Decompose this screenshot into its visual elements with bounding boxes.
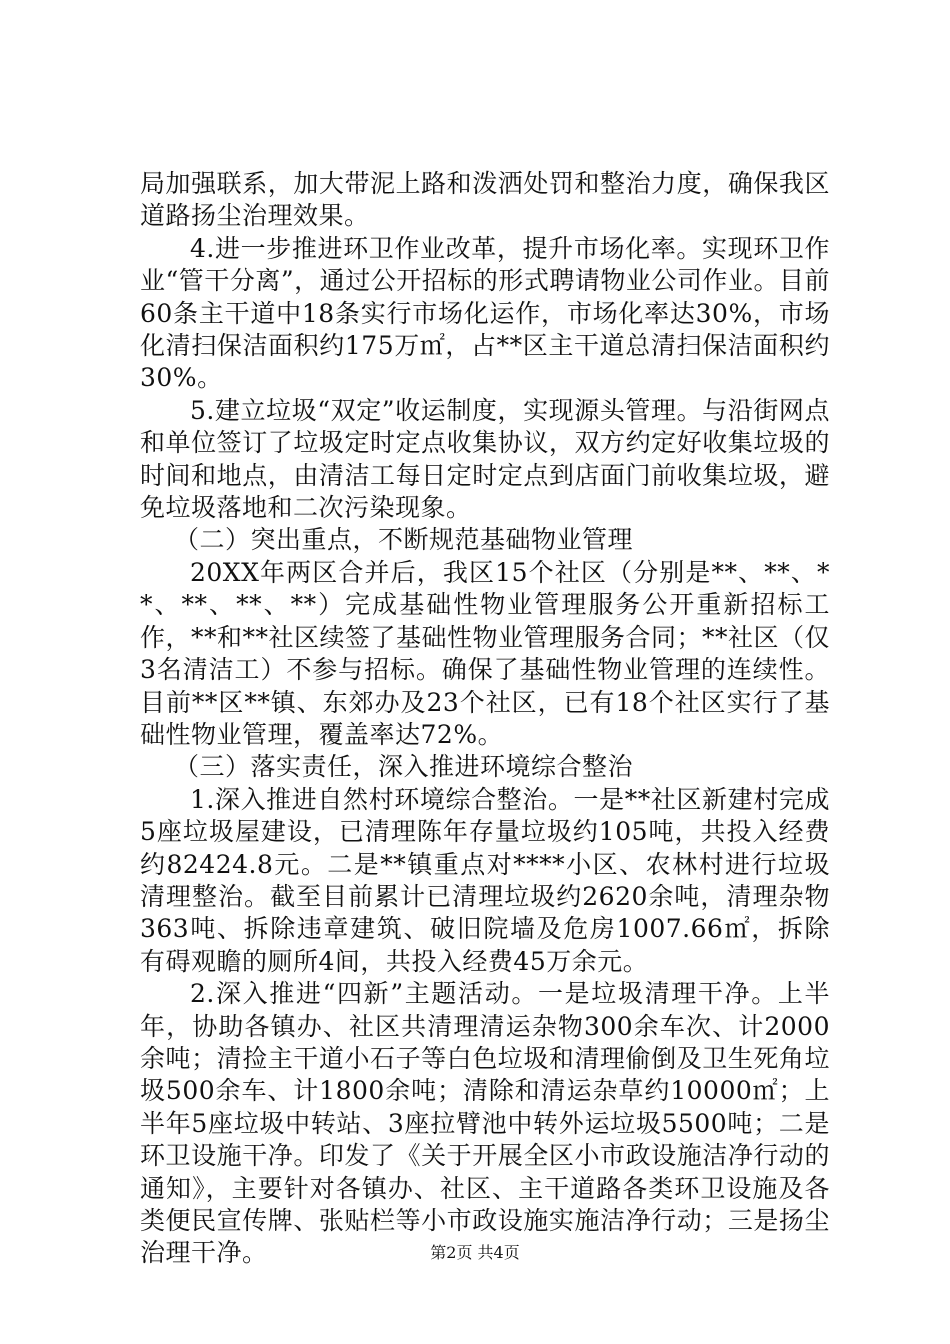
document-body [140,168,830,1270]
paragraph-continuation: 局加强联系，加大带泥上路和泼洒处罚和整治力度，确保我区道路扬尘治理效果。 [140,169,830,231]
section-heading-2: （二）突出重点，不断规范基础物业管理 [174,525,634,555]
paragraph-item-2: 2.深入推进“四新”主题活动。一是垃圾清理干净。上半年，协助各镇办、社区共清理清运杂物300余车次、计2000余吨；清捡主干道小石子等白色垃圾和清理偷倒及卫生死角垃圾500余车、计1800余吨；清除和清运杂草约10000㎡；上半年5座垃圾中转站、3座拉臂池中转外运垃圾5500吨；二是环卫设施干净。印发了《关于开展全区小市政设施洁净行动的通知》，主要针对各镇办、社区、主干道路各类环卫设施及各类便民宣传牌、张贴栏等小市政设施实施洁净行动；三是扬尘治理干净。 [140,979,830,1268]
page-footer: 第2页 共4页 [430,1243,520,1262]
section-heading-3: （三）落实责任，深入推进环境综合整治 [174,752,634,782]
paragraph-property-management: 20XX年两区合并后，我区15个社区（分别是**、**、**、**、**、**）完成基础性物业管理服务公开重新招标工作，**和**社区续签了基础性物业管理服务合同；**社区（仅3名清洁工）不参与招标。确保了基础性物业管理的连续性。目前**区**镇、东郊办及23个社区，已有18个社区实行了基础性物业管理，覆盖率达72%。 [140,557,831,749]
paragraph-item-4: 4.进一步推进环卫作业改革，提升市场化率。实现环卫作业“管干分离”，通过公开招标的形式聘请物业公司作业。目前60条主干道中18条实行市场化运作，市场化率达30%，市场化清扫保洁面积约175万㎡，占**区主干道总清扫保洁面积约30%。 [140,233,830,393]
paragraph-item-5: 5.建立垃圾“双定”收运制度，实现源头管理。与沿街网点和单位签订了垃圾定时定点收集协议，双方约定好收集垃圾的时间和地点，由清洁工每日定时定点到店面门前收集垃圾，避免垃圾落地和二次污染现象。 [140,395,830,523]
paragraph-item-1: 1.深入推进自然村环境综合整治。一是**社区新建村完成5座垃圾屋建设，已清理陈年存量垃圾约105吨，共投入经费约82424.8元。二是**镇重点对****小区、农林村进行垃圾清理整治。截至目前累计已清理垃圾约2620余吨，清理杂物363吨、拆除违章建筑、破旧院墙及危房1007.66㎡，拆除有碍观瞻的厕所4间，共投入经费45万余元。 [140,784,830,976]
